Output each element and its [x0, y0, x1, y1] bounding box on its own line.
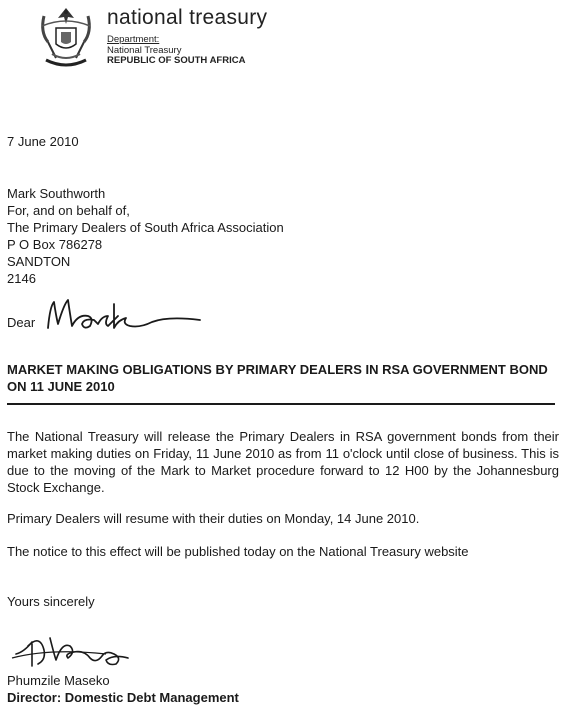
letter-date: 7 June 2010: [7, 134, 79, 149]
letterhead-title: national treasury: [107, 6, 268, 29]
closing: Yours sincerely: [7, 594, 95, 609]
department-name: National Treasury: [107, 44, 182, 56]
letterhead-department: [107, 35, 245, 67]
body-paragraph: The notice to this effect will be published today on the National Treasury website: [7, 544, 469, 559]
handwritten-signature: [10, 624, 140, 672]
address-line: 2146: [7, 271, 36, 286]
body-paragraph: The National Treasury will release the Primary Dealers in RSA government bonds from their market making duties on Friday, 11 June 2010 as from 11 o'clock until close of business. This is due to the moving of the Mark to Market procedure forward to 12 H00 by the Johannesburg Stock Exchange.: [7, 429, 559, 495]
salutation: Dear: [7, 315, 36, 330]
recipient-address: [7, 185, 284, 287]
address-line: The Primary Dealers of South Africa Association: [7, 220, 284, 235]
signatory-name: Phumzile Maseko: [7, 673, 110, 688]
department-label: Department:: [107, 34, 160, 45]
letter-subject: MARKET MAKING OBLIGATIONS BY PRIMARY DEALERS IN RSA GOVERNMENT BOND ON 11 JUNE 2010: [7, 362, 548, 394]
country-name: REPUBLIC OF SOUTH AFRICA: [107, 55, 246, 66]
address-line: P O Box 786278: [7, 237, 103, 252]
body-paragraph: Primary Dealers will resume with their duties on Monday, 14 June 2010.: [7, 511, 420, 526]
subject-divider: [7, 403, 555, 405]
address-line: SANDTON: [7, 254, 71, 269]
address-line: For, and on behalf of,: [7, 203, 130, 218]
signatory-title: Director: Domestic Debt Management: [7, 690, 239, 705]
coat-of-arms-logo: [34, 2, 98, 74]
address-line: Mark Southworth: [7, 186, 106, 201]
handwritten-mark-signature: [44, 294, 204, 338]
